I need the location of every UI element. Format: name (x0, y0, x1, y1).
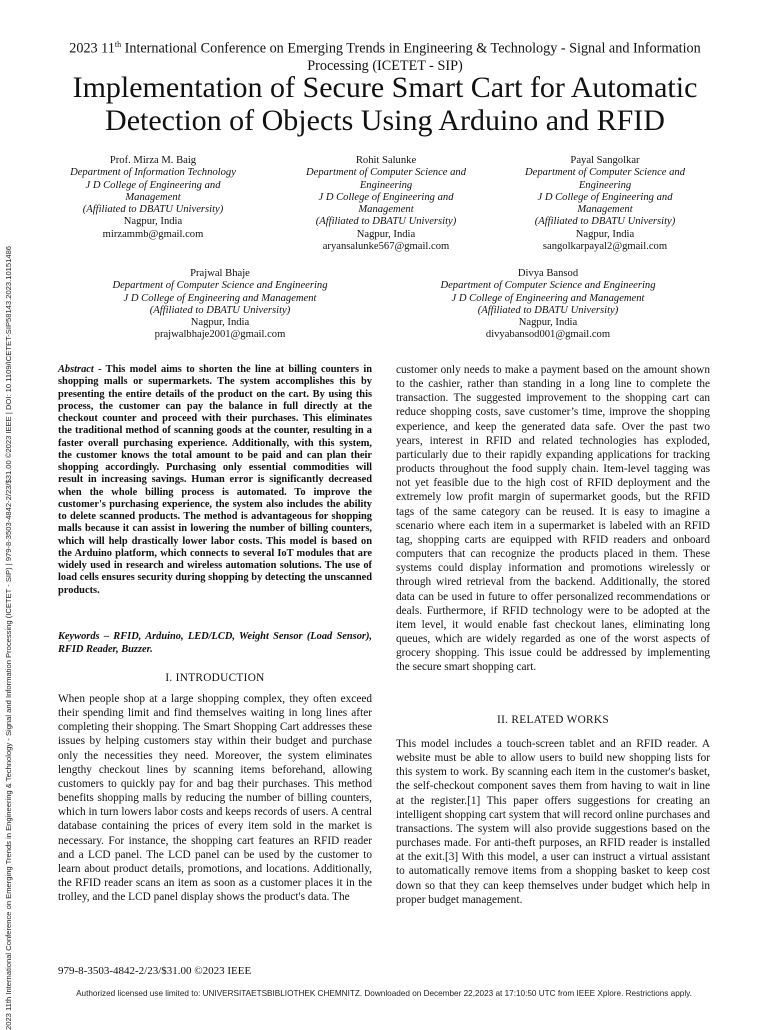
abstract-label: Abstract (58, 364, 94, 375)
introduction-body: When people shop at a large shopping complex, they often exceed their spending limit and find themselves waiting in long lines after completing their shopping. The Smart Shopping Cart addresses these issues by helping customers stay within their budget and purchase only the necessities they need. Moreover, the system eliminates lengthy checkout lines by scanning items beforehand, allowing customers to quickly pay for and bag their purchases. This method benefits shopping malls by reducing the number of billing counters, which in turn lowers labor costs and keeps records of users. A central database containing the prices of every item sold in the market is necessary. For instance, the shopping cart features an RFID reader and a LCD panel. The LCD panel can be used by the customer to learn about product details, promotions, and locations. Additionally, the RFID reader scans an item as soon as a customer places it in the trolley, and the LCD panel display shows the product's data. The (58, 693, 372, 904)
author-name: Rohit Salunke (355, 155, 417, 166)
author-name: Prof. Mirza M. Baig (109, 155, 197, 166)
copyright-line: 979-8-3503-4842-2/23/$31.00 ©2023 IEEE (58, 965, 252, 977)
author-college: J D College of Engineering and Management (451, 292, 645, 304)
author-email[interactable]: prajwalbhaje2001@gmail.com (154, 329, 286, 341)
author-email[interactable]: aryansalunke567@gmail.com (322, 241, 450, 253)
author-affil: (Affiliated to DBATU University) (534, 216, 676, 228)
author-name: Prajwal Bhaje (190, 268, 250, 279)
abstract-text: - This model aims to shorten the line at billing counters in shopping malls or supermarkets. The system accomplishes this by presenting the entire details of the product on the cart. By using this process, the customer can pay the balance in full directly at the checkout counter and proceed with their purchases. This eliminates the traditional method of scanning goods at the counter, resulting in a faster overall purchasing experience. Additionally, with this system, the customer knows the total amount to be paid and can plan their shopping accordingly. Purchasing only essential commodities will result in increasing savings. Human error is significantly decreased when the whole billing process is automated. To improve the customer's purchasing experience, the system also includes the ability to delete scanned products. The method is advantageous for shopping malls because it can assist in lowering the number of billing counters, which will help drastically lower labor costs. This model is based on the Arduino platform, which connects to several IoT modules that are widely used in research and wireless automation solutions. The use of load cells ensures security during shopping by detecting the unscanned products. (58, 364, 372, 596)
author-block (514, 155, 696, 253)
author-dept: Department of Computer Science and Engineering (524, 167, 686, 191)
author-city: Nagpur, India (356, 228, 416, 240)
paper-title: Implementation of Secure Smart Cart for Automatic Detection of Objects Using Arduino and RFID (72, 71, 698, 137)
author-name: Divya Bansod (517, 268, 579, 279)
license-footer: Authorized licensed use limited to: UNIVERSITAETSBIBLIOTHEK CHEMNITZ. Downloaded on December 22,2023 at 17:10:50 UTC from IEEE Xplore. Restrictions apply. (76, 989, 692, 998)
side-doi-text: 2023 11th International Conference on Emerging Trends in Engineering & Technology - Signal and Information Processing (ICETET - SIP) | 979-8-3503-4842-2/23/$31.00 ©2023 IEEE | DOI: 10.1109/ICETET-SIP58143.2023.10151486 (4, 245, 13, 1030)
section-heading-introduction: I. INTRODUCTION (165, 672, 265, 684)
related-works-body: This model includes a touch-screen tablet and an RFID reader. A website must be able to allow users to build new shopping lists for this system to work. By scanning each item in the customer's basket, the self-checkout component saves them from having to wait in line at the register.[1] This paper offers suggestions for creating an intelligent shopping cart system that will record online purchases and transactions. The system will also provide suggestions based on the purchases made. For anti-theft purposes, an RFID reader is installed at the exit.[3] With this model, a user can instruct a virtual assistant to automatically remove items from a shopping basket to keep cost down so that they can keep themselves under budget which help in proper budget management. (396, 738, 710, 906)
author-dept: Department of Computer Science and Engineering (305, 167, 467, 191)
author-affil: (Affiliated to DBATU University) (82, 204, 224, 216)
author-block (80, 268, 360, 342)
author-college: J D College of Engineering and Management (537, 191, 673, 216)
author-block (58, 155, 248, 241)
author-affil: (Affiliated to DBATU University) (477, 304, 619, 316)
conference-sup: th (114, 40, 122, 49)
author-email[interactable]: sangolkarpayal2@gmail.com (542, 241, 668, 253)
author-block (296, 155, 476, 253)
author-college: J D College of Engineering and Management (123, 292, 317, 304)
introduction-continued: customer only needs to make a payment based on the amount shown to the cashier, rather than standing in a long line to complete the transaction. The suggested improvement to the shopping cart can reduce shopping costs, save customer’s time, improve the shopping experience, and keep the generated data safe. Over the past two years, interest in RFID and related technologies has exploded, particularly due to their rapidly expanding applications for tracking products throughout the food supply chain. Item-level tagging was not yet feasible due to the high cost of RFID deployment and the extremely low profit margin of supermarket goods, but the RFID tags of the same category can be reused. It is easy to imagine a scenario where each item in a supermarket is labeled with an RFID tag, shopping carts are equipped with RFID readers and onboard computers that can recognize the products placed in them. These systems could display information and promotions wirelessly or through wired retrieval from the backend. Additionally, the stored data can be used in future to offer personalized recommendations or deals. Furthermore, if RFID technology were to be adopted at the item level, it would enable fast checkout lanes, eliminating long queues, which are widely regarded as one of the worst aspects of grocery shopping. This issue could be addressed by implementing the secure smart shopping cart. (396, 364, 710, 674)
author-city: Nagpur, India (518, 317, 578, 329)
author-name: Payal Sangolkar (570, 155, 640, 166)
conference-prefix: 2023 11 (69, 40, 115, 57)
author-college: J D College of Engineering and Management (318, 191, 454, 216)
author-email[interactable]: divyabansod001@gmail.com (485, 329, 611, 341)
author-city: Nagpur, India (575, 228, 635, 240)
keywords: Keywords – RFID, Arduino, LED/LCD, Weight Sensor (Load Sensor), RFID Reader, Buzzer. (58, 631, 372, 655)
author-email[interactable]: mirzammb@gmail.com (102, 228, 204, 240)
author-dept: Department of Computer Science and Engineering (112, 280, 328, 292)
conference-rest: International Conference on Emerging Trends in Engineering & Technology - Signal and Information Processing (ICETET - SIP) (121, 40, 701, 74)
author-dept: Department of Information Technology (70, 167, 236, 179)
author-city: Nagpur, India (123, 216, 183, 228)
author-dept: Department of Computer Science and Engineering (440, 280, 656, 292)
conference-header (60, 36, 710, 75)
author-college: J D College of Engineering and Management (85, 179, 221, 203)
author-affil: (Affiliated to DBATU University) (315, 216, 457, 228)
section-heading-related-works: II. RELATED WORKS (497, 714, 609, 726)
author-affil: (Affiliated to DBATU University) (149, 304, 291, 316)
author-block (408, 268, 688, 342)
abstract (58, 364, 372, 597)
author-city: Nagpur, India (190, 317, 250, 329)
